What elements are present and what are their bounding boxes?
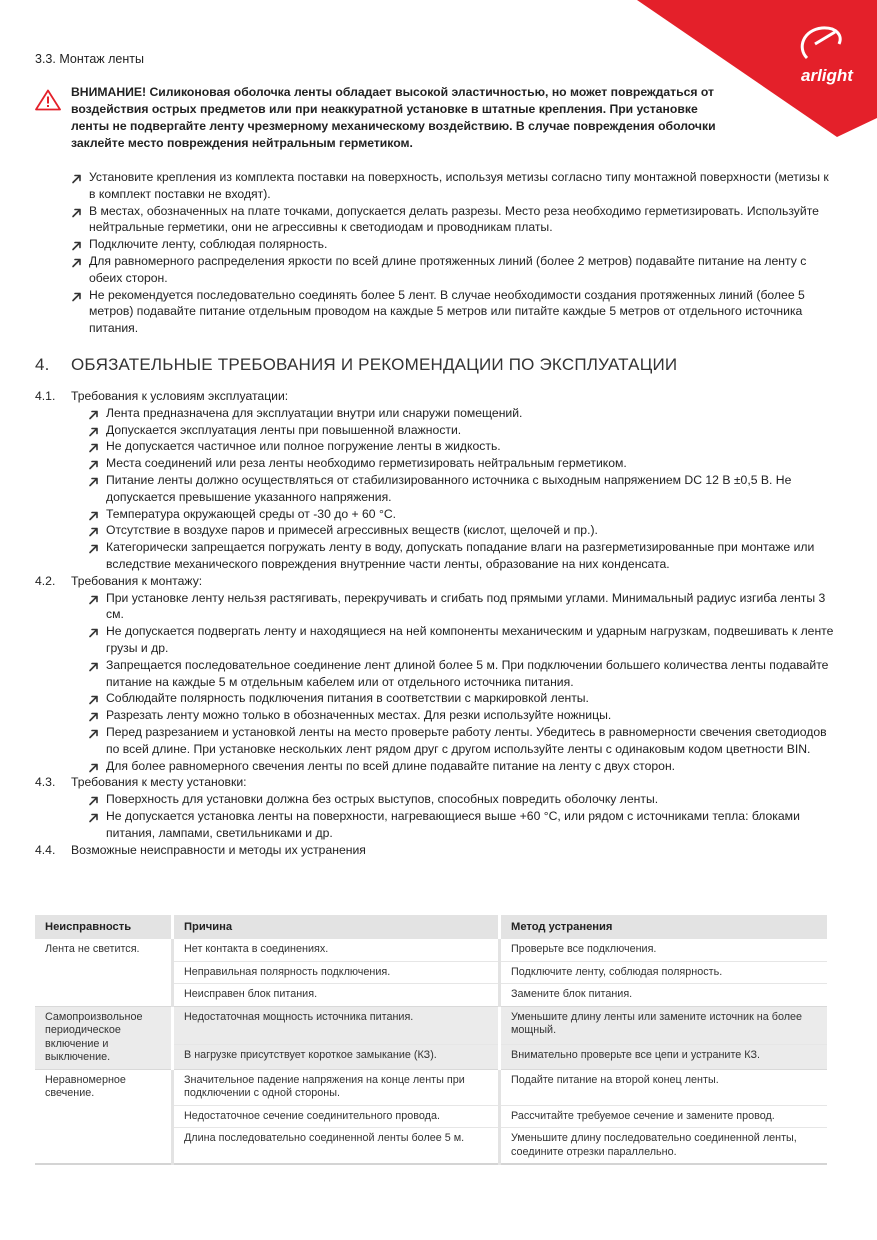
list-item bbox=[88, 808, 835, 842]
list-item bbox=[88, 455, 835, 472]
list-item-text: Питание ленты должно осуществляться от стабилизированного источника с выходным напряжением DC 12 В ±0,5 В. Не допускается превышение указанного напряжения. bbox=[106, 472, 792, 504]
list-item bbox=[88, 405, 835, 422]
section-4-heading bbox=[35, 355, 677, 375]
list-item bbox=[88, 690, 835, 707]
arrow-bullet-icon bbox=[88, 593, 99, 610]
subsection-number: 4.1. bbox=[35, 389, 56, 403]
subsection-4-3-title bbox=[35, 774, 835, 791]
arrow-bullet-icon bbox=[88, 811, 99, 828]
subsection-title: Требования к монтажу: bbox=[71, 573, 203, 588]
requirements-4-3-list bbox=[88, 791, 835, 841]
arrow-bullet-icon bbox=[88, 727, 99, 744]
list-item-text: Соблюдайте полярность подключения питания в соответствии с маркировкой ленты. bbox=[106, 691, 589, 706]
fix-cell: Рассчитайте требуемое сечение и замените провод. bbox=[500, 1105, 828, 1128]
list-item bbox=[88, 438, 835, 455]
arrow-bullet-icon bbox=[71, 290, 82, 307]
list-item bbox=[71, 287, 831, 337]
header-fix: Метод устранения bbox=[500, 915, 828, 939]
list-item bbox=[88, 506, 835, 523]
section-4-body bbox=[35, 388, 835, 858]
list-item-text: Для более равномерного свечения ленты по всей длине подавайте питание на ленту с двух сторон. bbox=[106, 758, 676, 773]
warning-block bbox=[35, 84, 735, 152]
table-row bbox=[35, 939, 827, 961]
arrow-bullet-icon bbox=[88, 660, 99, 677]
cause-cell: Нет контакта в соединениях. bbox=[173, 939, 500, 961]
list-item-text: Перед разрезанием и установкой ленты на место проверьте работу ленты. Убедитесь в равномерности свечения светодиодов по всей длине. При установке нескольких лент рядом друг с другом используйте ленты с одинаковым кодом цветности BIN. bbox=[106, 724, 827, 756]
list-item-text: Температура окружающей среды от -30 до + 60 °C. bbox=[106, 506, 397, 521]
cause-cell: Недостаточное сечение соединительного провода. bbox=[173, 1105, 500, 1128]
list-item-text: В местах, обозначенных на плате точками, допускается делать разрезы. Место реза необходимо герметизировать. Используйте нейтральные герметики, они не агрессивны к светодиодам и проводникам платы. bbox=[89, 203, 819, 235]
list-item-text: Отсутствие в воздухе паров и примесей агрессивных веществ (кислот, щелочей и пр.). bbox=[106, 523, 598, 538]
cause-cell: Длина последовательно соединенной ленты более 5 м. bbox=[173, 1128, 500, 1165]
fault-cell: Неравномерное свечение. bbox=[35, 1069, 173, 1164]
list-item bbox=[88, 422, 835, 439]
fault-cell: Лента не светится. bbox=[35, 939, 173, 1006]
list-item-text: Места соединений или реза ленты необходимо герметизировать нейтральным герметиком. bbox=[106, 456, 627, 471]
section-4-title: ОБЯЗАТЕЛЬНЫЕ ТРЕБОВАНИЯ И РЕКОМЕНДАЦИИ ПО ЭКСПЛУАТАЦИИ bbox=[71, 355, 678, 374]
subsection-title: Возможные неисправности и методы их устранения bbox=[71, 842, 366, 857]
subsection-4-1-title bbox=[35, 388, 835, 405]
list-item bbox=[71, 253, 831, 287]
list-item bbox=[88, 707, 835, 724]
list-item bbox=[71, 169, 831, 203]
list-item-text: Установите крепления из комплекта поставки на поверхность, используя метизы согласно типу монтажной поверхности (метизы к в комплект поставки не входят). bbox=[89, 170, 829, 201]
list-item-text: Разрезать ленту можно только в обозначенных местах. Для резки используйте ножницы. bbox=[106, 708, 612, 723]
list-item bbox=[88, 539, 835, 573]
header-fault: Неисправность bbox=[35, 915, 173, 939]
fix-cell: Замените блок питания. bbox=[500, 984, 828, 1007]
section-3-3-title: 3.3. Монтаж ленты bbox=[35, 52, 144, 66]
arrow-bullet-icon bbox=[88, 475, 99, 492]
fault-cell: Самопроизвольное периодическое включение и выключение. bbox=[35, 1006, 173, 1069]
list-item-text: Не допускается частичное или полное погружение ленты в жидкость. bbox=[106, 439, 501, 454]
subsection-4-2-title bbox=[35, 573, 835, 590]
arrow-bullet-icon bbox=[88, 761, 99, 778]
cause-cell: В нагрузке присутствует короткое замыкание (КЗ). bbox=[173, 1045, 500, 1069]
list-item bbox=[88, 791, 835, 808]
fix-cell: Подключите ленту, соблюдая полярность. bbox=[500, 961, 828, 984]
requirements-4-1-list bbox=[88, 405, 835, 573]
list-item bbox=[88, 590, 835, 624]
subsection-number: 4.3. bbox=[35, 775, 56, 790]
section-4-number: 4. bbox=[35, 355, 50, 374]
list-item-text: Поверхность для установки должна без острых выступов, способных повредить оболочку ленты. bbox=[106, 792, 659, 807]
arrow-bullet-icon bbox=[88, 626, 99, 643]
fix-cell: Уменьшите длину последовательно соединенной ленты, соедините отрезки параллельно. bbox=[500, 1128, 828, 1165]
fault-table bbox=[35, 915, 827, 1165]
subsection-number: 4.4. bbox=[35, 842, 56, 857]
header-cause: Причина bbox=[173, 915, 500, 939]
subsection-4-4-title bbox=[35, 842, 835, 859]
table-row bbox=[35, 1069, 827, 1105]
arrow-bullet-icon bbox=[71, 256, 82, 273]
list-item-text: Подключите ленту, соблюдая полярность. bbox=[89, 237, 328, 252]
list-item-text: При установке ленту нельзя растягивать, перекручивать и сгибать под прямыми углами. Минимальный радиус изгиба ленты 3 см. bbox=[106, 590, 826, 622]
arrow-bullet-icon bbox=[71, 172, 82, 189]
list-item-text: Допускается эксплуатация ленты при повышенной влажности. bbox=[106, 422, 462, 437]
list-item bbox=[88, 758, 835, 775]
list-item bbox=[88, 657, 835, 691]
list-item-text: Категорически запрещается погружать ленту в воду, допускать попадание влаги на разгерметизированные при монтаже или вследствие механического повреждения внутренние части ленты, образование на них конденсата. bbox=[106, 540, 815, 571]
fix-cell: Подайте питание на второй конец ленты. bbox=[500, 1069, 828, 1105]
arrow-bullet-icon bbox=[71, 206, 82, 223]
list-item-text: Запрещается последовательное соединение лент длиной более 5 м. При подключении большего количества ленты подавайте питание на каждые 5 м отдельным кабелем или от отдельного источника питания. bbox=[106, 657, 829, 689]
subsection-number: 4.2. bbox=[35, 573, 56, 588]
cause-cell: Недостаточная мощность источника питания. bbox=[173, 1006, 500, 1045]
cause-cell: Неисправен блок питания. bbox=[173, 984, 500, 1007]
subsection-title: Требования к условиям эксплуатации: bbox=[71, 389, 289, 403]
cause-cell: Значительное падение напряжения на конце ленты при подключении с одной стороны. bbox=[173, 1069, 500, 1105]
list-item-text: Не допускается установка ленты на поверхности, нагревающиеся выше +60 °C, или рядом с источниками тепла: блоками питания, лампами, светильниками и др. bbox=[106, 808, 800, 840]
fix-cell: Уменьшите длину ленты или замените источник на более мощный. bbox=[500, 1006, 828, 1045]
fix-cell: Внимательно проверьте все цепи и устраните КЗ. bbox=[500, 1045, 828, 1069]
fault-table-header bbox=[35, 915, 827, 939]
list-item-text: Не допускается подвергать ленту и находящиеся на ней компоненты механическим и ударным нагрузкам, подвешивать к ленте грузы и др. bbox=[106, 624, 834, 655]
warning-text: ВНИМАНИЕ! Силиконовая оболочка ленты обладает высокой эластичностью, но может повреждаться от воздействия острых предметов или при неаккуратной установке в штатные крепления. При установке ленты не подвергайте ленту чрезмерному механическому воздействию. В случае повреждения оболочки заклейте место повреждения нейтральным герметиком. bbox=[71, 85, 716, 150]
list-item-text: Для равномерного распределения яркости по всей длине протяженных линий (более 2 метров) подавайте питание на ленту с обеих сторон. bbox=[89, 253, 807, 285]
list-item-text: Не рекомендуется последовательно соединять более 5 лент. В случае необходимости создания протяженных линий (более 5 метров) подавайте питание отдельным проводом на каждые 5 метров или питайте каждые 5 метров от отдельного источника питания. bbox=[89, 287, 805, 336]
list-item bbox=[88, 522, 835, 539]
brand-logo-text: arlight bbox=[801, 66, 853, 85]
requirements-4-2-list bbox=[88, 590, 835, 775]
fix-cell: Проверьте все подключения. bbox=[500, 939, 828, 961]
mount-bullet-list bbox=[71, 169, 831, 337]
list-item bbox=[88, 623, 835, 657]
subsection-title: Требования к месту установки: bbox=[71, 775, 247, 790]
list-item bbox=[88, 472, 835, 506]
warning-triangle-icon bbox=[35, 89, 61, 111]
list-item bbox=[71, 236, 831, 253]
list-item bbox=[88, 724, 835, 758]
list-item-text: Лента предназначена для эксплуатации внутри или снаружи помещений. bbox=[106, 405, 523, 420]
arrow-bullet-icon bbox=[88, 542, 99, 559]
table-row bbox=[35, 1006, 827, 1045]
list-item bbox=[71, 203, 831, 237]
cause-cell: Неправильная полярность подключения. bbox=[173, 961, 500, 984]
